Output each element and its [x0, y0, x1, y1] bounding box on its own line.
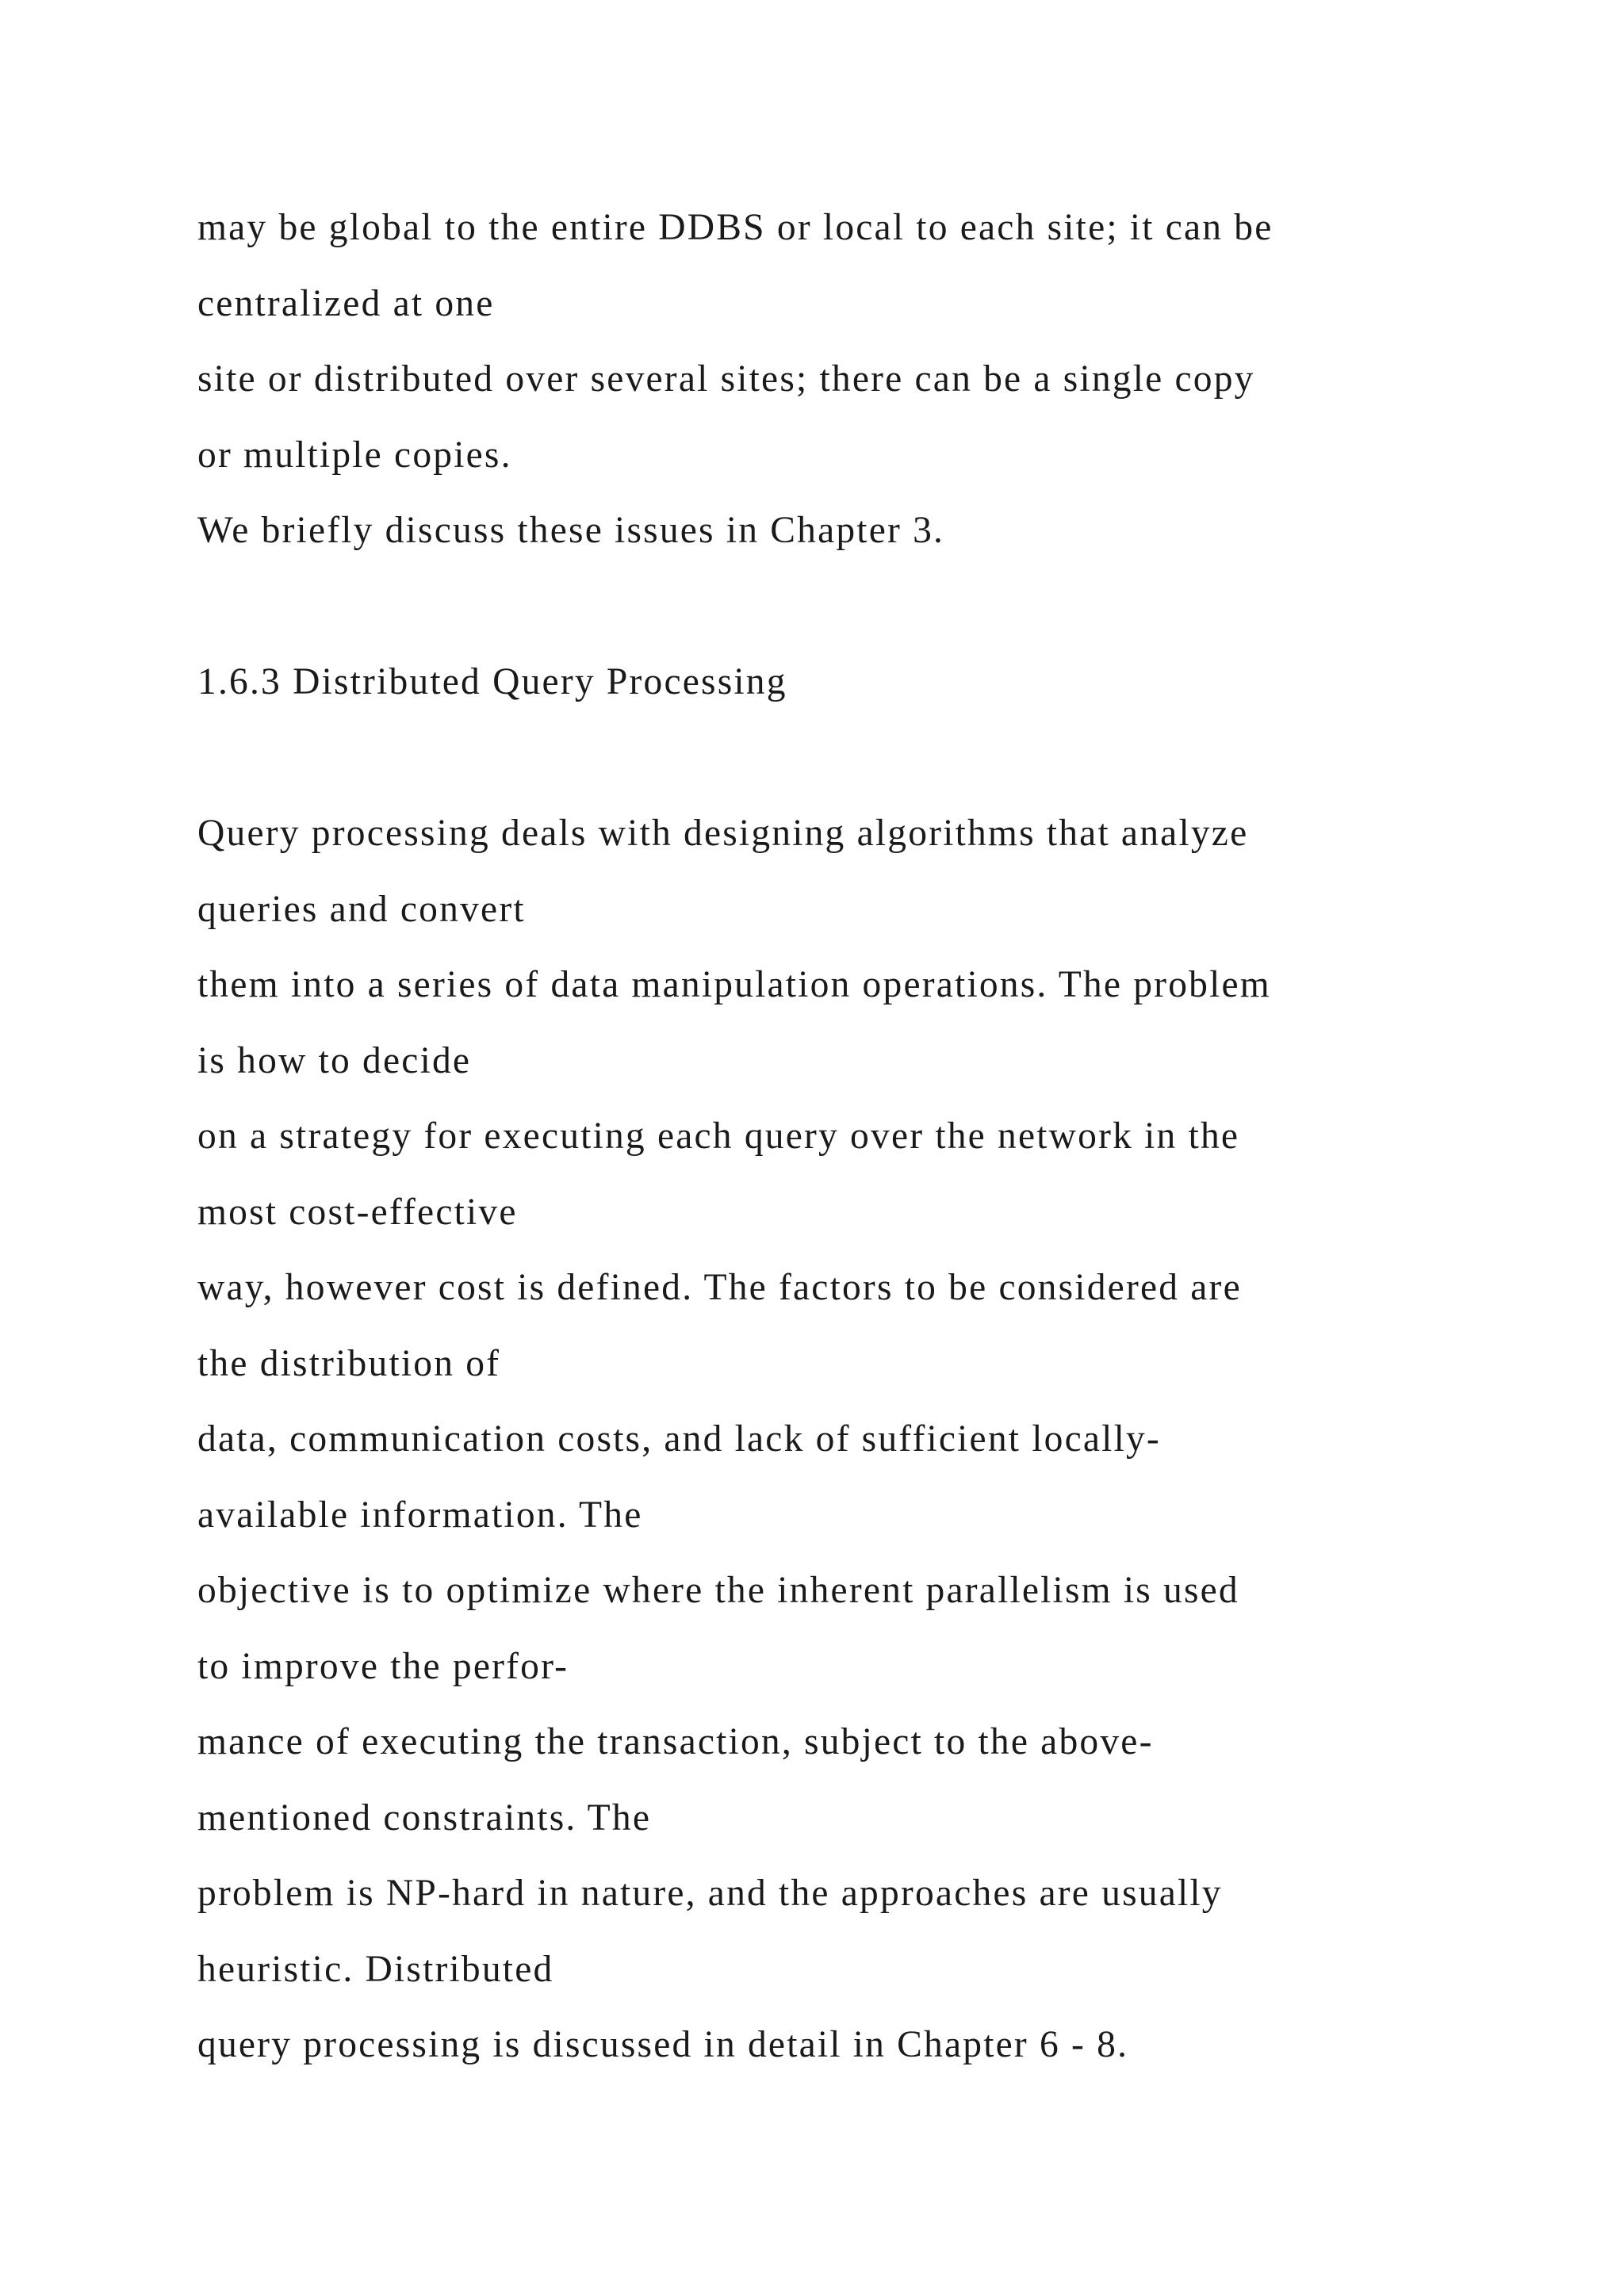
- paragraph-2-line: most cost-effective: [197, 1191, 518, 1233]
- paragraph-1-line: centralized at one: [197, 282, 495, 324]
- paragraph-2-line: problem is NP-hard in nature, and the approaches are usually: [197, 1873, 1223, 1914]
- paragraph-1-line: or multiple copies.: [197, 434, 512, 476]
- document-body: [197, 190, 1593, 2084]
- paragraph-2-line: is how to decide: [197, 1039, 472, 1081]
- paragraph-2-line: available information. The: [197, 1494, 643, 1536]
- paragraph-2-line: mentioned constraints. The: [197, 1797, 652, 1839]
- paragraph-2-line: objective is to optimize where the inherent parallelism is used: [197, 1570, 1239, 1611]
- paragraph-1-line: may be global to the entire DDBS or local to each site; it can be: [197, 207, 1274, 248]
- paragraph-2-line: heuristic. Distributed: [197, 1948, 554, 1990]
- paragraph-2-line: queries and convert: [197, 888, 526, 930]
- paragraph-spacer: [197, 721, 1593, 797]
- paragraph-spacer: [197, 569, 1593, 645]
- paragraph-1-line: site or distributed over several sites; there can be a single copy: [197, 358, 1255, 400]
- paragraph-2-line: the distribution of: [197, 1342, 501, 1384]
- section-heading: 1.6.3 Distributed Query Processing: [197, 661, 787, 702]
- paragraph-2-line: to improve the perfor-: [197, 1645, 569, 1687]
- paragraph-2-line: on a strategy for executing each query over the network in the: [197, 1115, 1240, 1157]
- paragraph-2-line: Query processing deals with designing algorithms that analyze: [197, 813, 1249, 854]
- paragraph-2-line: them into a series of data manipulation operations. The problem: [197, 964, 1271, 1005]
- paragraph-2-line: data, communication costs, and lack of sufficient locally-: [197, 1418, 1161, 1460]
- paragraph-2-line: mance of executing the transaction, subject to the above-: [197, 1721, 1154, 1762]
- paragraph-1-line: We briefly discuss these issues in Chapter 3.: [197, 510, 945, 551]
- paragraph-2-line: query processing is discussed in detail in Chapter 6 - 8.: [197, 2024, 1129, 2065]
- paragraph-2-line: way, however cost is defined. The factors to be considered are: [197, 1267, 1242, 1308]
